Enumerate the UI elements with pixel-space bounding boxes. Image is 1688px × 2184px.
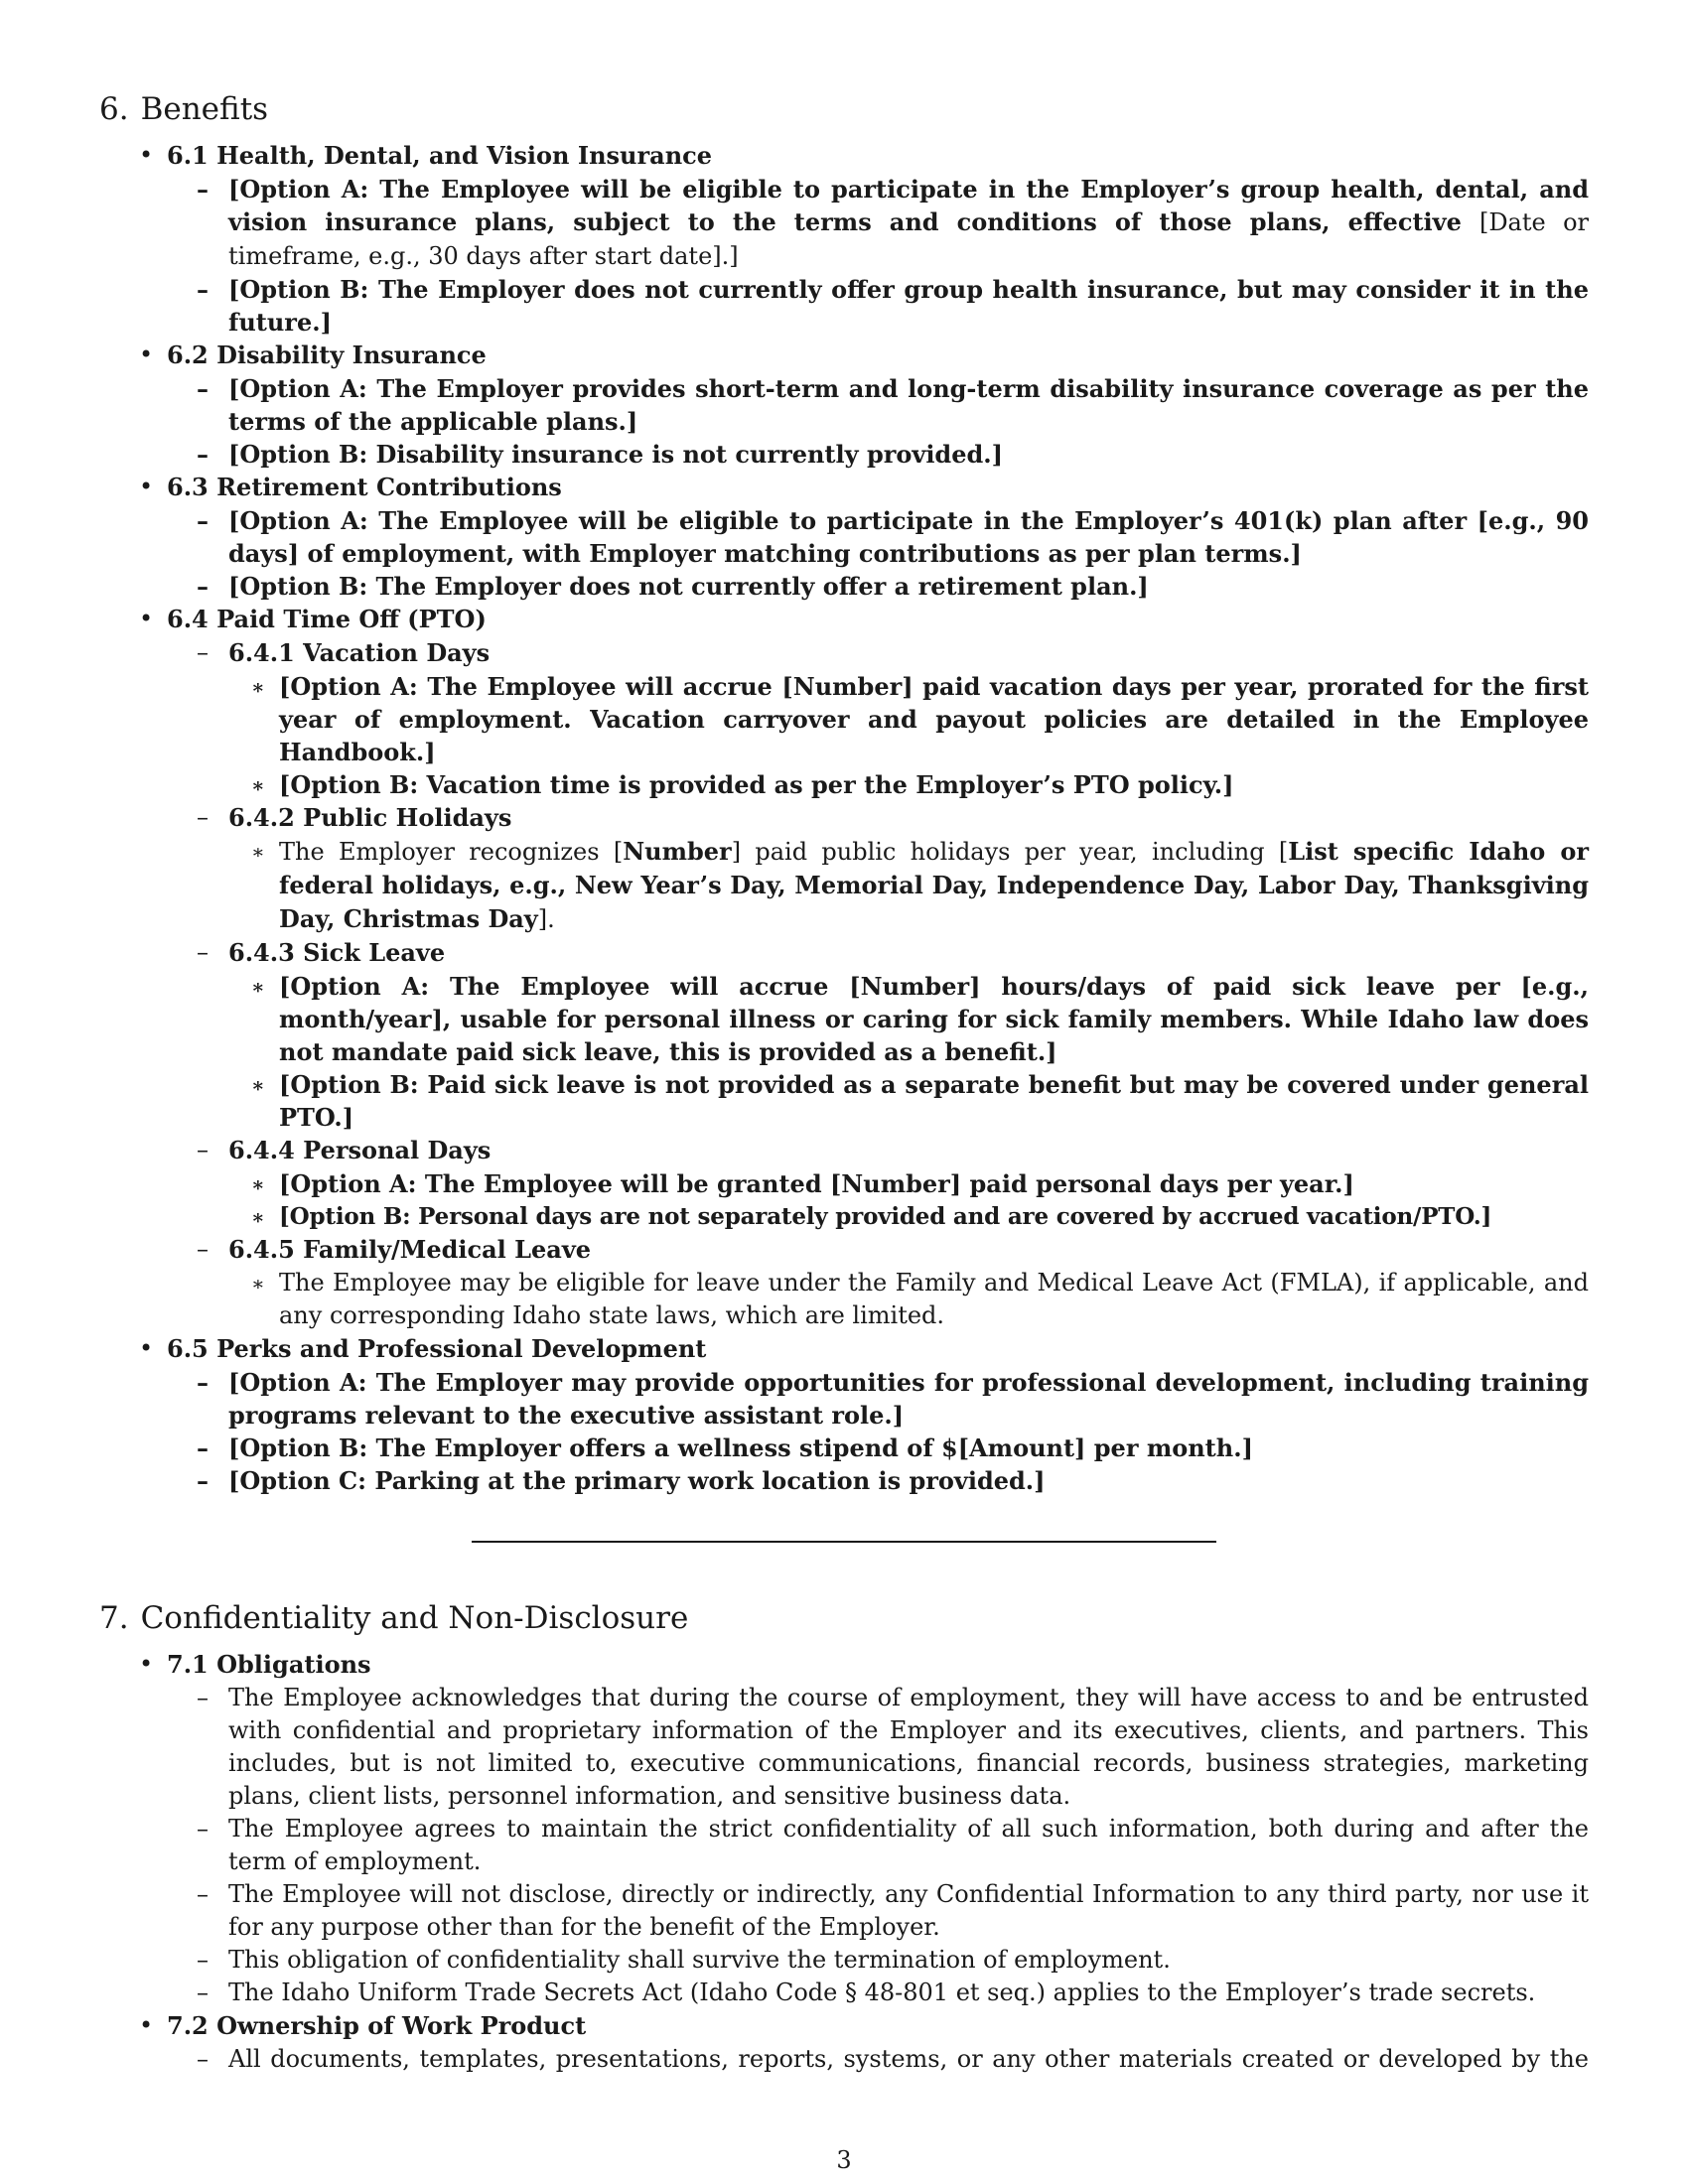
list-item: – [Option B: Disability insurance is not currently provided.] [197, 440, 1003, 469]
list-item: – 6.4.1 Vacation Days ∗ [Option A: The Employee will accrue [Number] paid vacation days per year, prorated for the first year of employment. Vacation carryover and payout policies are detailed in the Employee Handbook.] ∗ [Option B: Vacation time is provided as per the Employer’s PTO policy.] [197, 638, 1589, 799]
subsection-heading: 7.2 Ownership of Work Product [167, 2011, 587, 2040]
list-item: ∗ [Option A: The Employee will accrue [Number] paid vacation days per year, prorated for the first year of employment. Vacation carryover and payout policies are detailed in the Employee Handbook.] [251, 672, 1589, 766]
subsection-heading: 6.5 Perks and Professional Development [167, 1334, 707, 1363]
list-item: – [Option B: The Employer offers a wellness stipend of $[Amount] per month.] [197, 1433, 1253, 1462]
list-item: • 7.2 Ownership of Work Product – All documents, templates, presentations, reports, systems, or any other materials created or developed by the [167, 2009, 1589, 2076]
list-item: – [Option B: The Employer does not currently offer a retirement plan.] [197, 572, 1149, 601]
list-item: ∗ [Option B: Vacation time is provided as per the Employer’s PTO policy.] [251, 770, 1234, 799]
list-item: – [Option A: The Employee will be eligible to participate in the Employer’s 401(k) plan after [e.g., 90 days] of employment, with Employer matching contributions as per plan terms.] [197, 506, 1589, 568]
subsection-heading: 6.4 Paid Time Off (PTO) [167, 605, 487, 633]
list-item: – The Idaho Uniform Trade Secrets Act (Idaho Code § 48-801 et seq.) applies to the Employer’s trade secrets. [197, 1979, 1536, 2006]
list-item: ∗ [Option B: Personal days are not separately provided and are covered by accrued vacation/PTO.] [251, 1203, 1492, 1230]
list-item: ∗ [Option A: The Employee will accrue [Number] hours/days of paid sick leave per [e.g., month/year], usable for personal illness or caring for sick family members. While Idaho law does not mandate paid sick leave, this is provided as a benefit.] [251, 972, 1589, 1066]
list-item: • 6.1 Health, Dental, and Vision Insurance – [Option A: The Employee will be eligible to participate in the Employer’s group health, dental, and vision insurance plans, subject to the terms and conditions of those plans, effective [Date or timeframe, e.g., 30 days after start date].] – [Option B: The Employer does not currently offer group health insurance, but may consider it in the future.] [139, 141, 1589, 337]
list-item: – This obligation of confidentiality shall survive the termination of employment. [197, 1946, 1171, 1974]
list-item: – The Employee acknowledges that during the course of employment, they will have access to and be entrusted with confidential and proprietary information of the Employer and its executives, clients, and partners. This includes, but is not limited to, executive communications, financial records, business strategies, marketing plans, client lists, personnel information, and sensitive business data. [197, 1684, 1589, 1810]
document-page [99, 89, 1589, 2076]
list-item: – [Option B: The Employer does not currently offer group health insurance, but may consider it in the future.] [197, 275, 1589, 337]
subsection-heading: 6.3 Retirement Contributions [167, 473, 562, 501]
list-item: – All documents, templates, presentations, reports, systems, or any other materials created or developed by the [197, 2045, 1589, 2073]
list-item: ∗ [Option B: Paid sick leave is not provided as a separate benefit but may be covered under general PTO.] [251, 1070, 1589, 1132]
subsection-heading: 7.1 Obligations [167, 1650, 371, 1679]
list-item: – [Option A: The Employer may provide opportunities for professional development, including training programs relevant to the executive assistant role.] [197, 1368, 1589, 1430]
list-item: – The Employee agrees to maintain the strict confidentiality of all such information, both during and after the term of employment. [197, 1815, 1589, 1875]
section-heading-benefits: 6. Benefits [99, 91, 269, 127]
list-item: – The Employee will not disclose, directly or indirectly, any Confidential Information to any third party, nor use it for any purpose other than for the benefit of the Employer. [197, 1880, 1589, 1941]
list-item: ∗ The Employer recognizes [Number] paid public holidays per year, including [List specific Idaho or federal holidays, e.g., New Year’s Day, Memorial Day, Independence Day, Labor Day, Thanksgiving Day, Christmas Day]. [251, 837, 1589, 933]
list-item: ∗ [Option A: The Employee will be granted [Number] paid personal days per year.] [251, 1169, 1354, 1198]
benefits-list [99, 139, 1589, 1497]
list-item: – 6.4.5 Family/Medical Leave ∗ The Employee may be eligible for leave under the Family and Medical Leave Act (FMLA), if applicable, and any corresponding Idaho state laws, which are limited. [228, 1233, 1589, 1332]
list-item: • 6.5 Perks and Professional Development – [Option A: The Employer may provide opportunities for professional development, including training programs relevant to the executive assistant role.] – [Option B: The Employer offers a wellness stipend of $[Amount] per month.] – [Option C: Parking at the primary work location is provided.] [139, 1334, 1589, 1495]
section-heading-confidentiality: 7. Confidentiality and Non-Disclosure [99, 1600, 689, 1636]
list-item: – 6.4.4 Personal Days ∗ [Option A: The Employee will be granted [Number] paid personal days per year.] ∗ [Option B: Personal days are not separately provided and are covered by accrued vacation/PTO.] [228, 1134, 1589, 1233]
list-item: • 6.4 Paid Time Off (PTO) – 6.4.1 Vacation Days ∗ [Option A: The Employee will accrue [Number] paid vacation days per year, prorated for the first year of employment. Vacation carryover and payout policies are detailed in the Employee Handbook.] ∗ [Option B: Vacation time is provided as per the Employer’s PTO policy.] – 6.4.2 Public Holidays ∗ The Employer recognizes [Number] paid public holidays per year, including [List specific Idaho or federal holidays, e.g., New Year’s Day, Memorial Day, Independence Day, Labor Day, Thanksgiving Day, Christmas Day]. – 6.4.3 Sick Leave ∗ [Option A: The Employee will accrue [Number] hours/days of paid sick leave per [e.g., month/year], usable for personal illness or caring for sick family members. While Idaho law does not mandate paid sick leave, this is provided as a benefit.] ∗ [Option B: Paid sick leave is not provided as a separate benefit but may be covered under general PTO.] – 6.4.4 Personal Days ∗ [Option A: The Employee will be granted [Number] paid personal days per year.] ∗ [Option B: Personal days are not separately provided and are covered by accrued vacation/PTO.] – 6.4.5 Family/Medical Leave ∗ The Employee may be eligible for leave under the Family and Medical Leave Act (FMLA), if applicable, and any corresponding Idaho state laws, which are limited. [167, 603, 1589, 1332]
list-item: – [Option A: The Employer provides short-term and long-term disability insurance coverage as per the terms of the applicable plans.] [197, 374, 1589, 436]
list-item: – [Option C: Parking at the primary work location is provided.] [197, 1466, 1046, 1495]
list-item: • 6.3 Retirement Contributions – [Option A: The Employee will be eligible to participate in the Employer’s 401(k) plan after [e.g., 90 days] of employment, with Employer matching contributions as per plan terms.] – [Option B: The Employer does not currently offer a retirement plan.] [139, 473, 1589, 601]
subsection-heading: 6.1 Health, Dental, and Vision Insurance [167, 141, 713, 170]
list-item: • 6.2 Disability Insurance – [Option A: The Employer provides short-term and long-term disability insurance coverage as per the terms of the applicable plans.] – [Option B: Disability insurance is not currently provided.] [139, 341, 1589, 469]
list-item: – 6.4.2 Public Holidays ∗ The Employer recognizes [Number] paid public holidays per year, including [List specific Idaho or federal holidays, e.g., New Year’s Day, Memorial Day, Independence Day, Labor Day, Thanksgiving Day, Christmas Day]. [228, 801, 1589, 936]
page-number: 3 [836, 2146, 852, 2174]
list-item: – [Option A: The Employee will be eligible to participate in the Employer’s group health, dental, and vision insurance plans, subject to the terms and conditions of those plans, effective [Date or timeframe, e.g., 30 days after start date].] [197, 175, 1589, 270]
subsection-heading: 6.2 Disability Insurance [167, 341, 487, 369]
section-divider [472, 1541, 1216, 1543]
list-item: ∗ The Employee may be eligible for leave under the Family and Medical Leave Act (FMLA), if applicable, and any corresponding Idaho state laws, which are limited. [251, 1269, 1589, 1329]
list-item: • 7.1 Obligations – The Employee acknowledges that during the course of employment, they will have access to and be entrusted with confidential and proprietary information of the Employer and its executives, clients, and partners. This includes, but is not limited to, executive communications, financial records, business strategies, marketing plans, client lists, personnel information, and sensitive business data. – The Employee agrees to maintain the strict confidentiality of all such information, both during and after the term of employment. – The Employee will not disclose, directly or indirectly, any Confidential Information to any third party, nor use it for any purpose other than for the benefit of the Employer. – This obligation of confidentiality shall survive the termination of employment. – The Idaho Uniform Trade Secrets Act (Idaho Code § 48-801 et seq.) applies to the Employer’s trade secrets. [167, 1648, 1589, 2009]
confidentiality-list [99, 1648, 1589, 2076]
list-item: – 6.4.3 Sick Leave ∗ [Option A: The Employee will accrue [Number] hours/days of paid sick leave per [e.g., month/year], usable for personal illness or caring for sick family members. While Idaho law does not mandate paid sick leave, this is provided as a benefit.] ∗ [Option B: Paid sick leave is not provided as a separate benefit but may be covered under general PTO.] [197, 938, 1589, 1132]
